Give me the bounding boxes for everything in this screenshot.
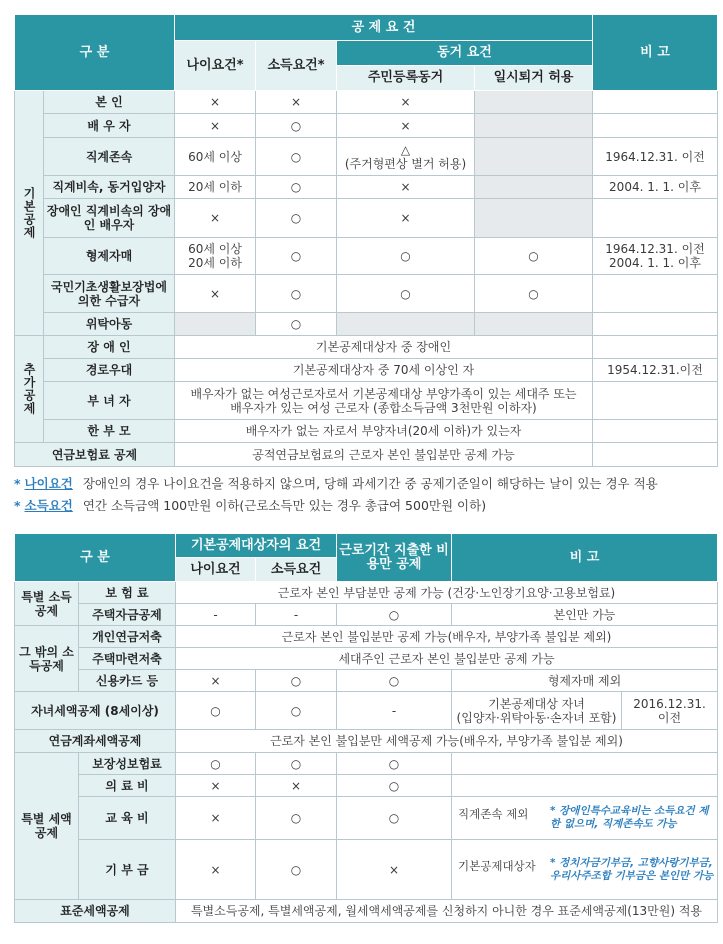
- cell-bigo: 2004. 1. 1. 이후: [593, 176, 718, 199]
- cell-bigo: [593, 199, 718, 238]
- cell-bigo: [452, 797, 718, 840]
- cell-period-only: ○: [337, 670, 452, 692]
- row-label: 형제자매: [44, 238, 175, 275]
- cell-age: ×: [176, 840, 256, 900]
- cell-temp-leave: [475, 313, 593, 336]
- cell-desc: 근로자 본인 불입분만 세액공제 가능(배우자, 부양가족 불입분 제외): [176, 730, 718, 753]
- header-age: 나이요건*: [175, 41, 256, 91]
- header-bigo: 비 고: [593, 15, 718, 91]
- header-gongje: 공 제 요 건: [175, 15, 593, 41]
- row-label: 교 육 비: [79, 797, 176, 840]
- row-label: 본 인: [44, 91, 175, 114]
- cell-resident: ×: [337, 91, 475, 114]
- cell-income: ○: [256, 670, 337, 692]
- cell-bigo: [593, 382, 718, 420]
- cell-age-line1: 60세 이상: [188, 242, 242, 256]
- cell-bigo-date-line1: 2016.12.31.: [633, 696, 706, 711]
- cell-age: ○: [176, 753, 256, 775]
- row-label: 의 료 비: [79, 775, 176, 797]
- cell-period-only: ○: [337, 604, 452, 626]
- note-star: *: [14, 498, 21, 513]
- cell-desc: 근로자 본인 불입분만 공제 가능(배우자, 부양가족 불입분 제외): [176, 626, 718, 648]
- row-label: 신용카드 등: [79, 670, 176, 692]
- cell-resident-mark: △: [400, 142, 411, 157]
- cell-period-only: ×: [337, 840, 452, 900]
- cell-resident: [337, 313, 475, 336]
- row-label: 주택마련저축: [79, 648, 176, 670]
- row-label: 기 부 금: [79, 840, 176, 900]
- group-additional: 추가공제: [15, 336, 44, 443]
- header-temp-leave: 일시퇴거 허용: [475, 66, 593, 91]
- cell-bigo: 1964.12.31. 이전: [593, 138, 718, 176]
- cell-bigo: [452, 753, 718, 775]
- cell-income: ○: [256, 275, 337, 313]
- cell-desc: 기본공제대상자 중 70세 이상인 자: [175, 359, 593, 382]
- row-label: 직계존속: [44, 138, 175, 176]
- cell-income: ○: [256, 692, 337, 730]
- cell-income: ○: [256, 138, 337, 176]
- cell-bigo-main: 직계존속 제외: [458, 807, 529, 821]
- cell-bigo: [593, 443, 718, 467]
- cell-income: ○: [256, 753, 337, 775]
- deduction-items-table: [14, 533, 718, 923]
- row-label: 보 험 료: [79, 582, 176, 604]
- row-label-pension-account: 연금계좌세액공제: [15, 730, 176, 753]
- cell-desc: [175, 382, 593, 420]
- cell-bigo: 형제자매 제외: [452, 670, 718, 692]
- header-cohabit: 동거 요건: [337, 41, 593, 66]
- cell-income: ○: [256, 114, 337, 138]
- header-gubun: 구 분: [15, 15, 175, 91]
- row-label: 직계비속, 동거입양자: [44, 176, 175, 199]
- cell-temp-leave: ○: [475, 275, 593, 313]
- cell-desc-line1: 배우자가 없는 여성근로자로서 기본공제대상 부양가족이 있는 세대주 또는: [190, 386, 577, 401]
- header-requirements: 기본공제대상자의 요건: [176, 534, 337, 558]
- cell-age-line2: 20세 이하: [188, 256, 242, 270]
- footnotes: [14, 473, 717, 517]
- cell-temp-leave: [475, 176, 593, 199]
- cell-desc: 세대주인 근로자 본인 불입분만 공제 가능: [176, 648, 718, 670]
- cell-age: ○: [176, 692, 256, 730]
- cell-age: [175, 238, 256, 275]
- header-income: 소득요건*: [256, 41, 337, 91]
- note-text: 연간 소득금액 100만원 이하(근로소득만 있는 경우 총급여 500만원 이하): [82, 498, 487, 513]
- note-income: [14, 495, 717, 517]
- cell-bigo-date-line2: 이전: [657, 710, 682, 725]
- cell-age: 60세 이상: [175, 138, 256, 176]
- header-bigo: 비 고: [452, 534, 718, 582]
- cell-bigo-main: 기본공제대상자: [458, 858, 536, 873]
- cell-bigo-date: [622, 692, 718, 730]
- cell-desc: 배우자가 없는 자로서 부양자녀(20세 이하)가 있는자: [175, 420, 593, 443]
- cell-period-only: ○: [337, 775, 452, 797]
- cell-age: ×: [176, 775, 256, 797]
- cell-bigo: [452, 840, 718, 900]
- header-period-only: 근로기간 지출한 비용만 공제: [337, 534, 452, 582]
- cell-age: ×: [175, 114, 256, 138]
- cell-bigo: [452, 692, 622, 730]
- row-label: 주택자금공제: [79, 604, 176, 626]
- cell-bigo: 1954.12.31.이전: [593, 359, 718, 382]
- cell-resident: ×: [337, 176, 475, 199]
- cell-bigo: [593, 91, 718, 114]
- row-label: 부 녀 자: [44, 382, 175, 420]
- row-label: 보장성보험료: [79, 753, 176, 775]
- cell-temp-leave: [475, 138, 593, 176]
- row-label: 경로우대: [44, 359, 175, 382]
- cell-bigo: [452, 775, 718, 797]
- cell-age: 20세 이하: [175, 176, 256, 199]
- cell-bigo: [593, 420, 718, 443]
- header-age: 나이요건: [176, 558, 256, 582]
- cell-resident: [337, 138, 475, 176]
- row-label-pension: 연금보험료 공제: [15, 443, 175, 467]
- row-label: 개인연금저축: [79, 626, 176, 648]
- cell-period-only: ○: [337, 753, 452, 775]
- cell-income: ○: [256, 797, 337, 840]
- row-label: 국민기초생활보장법에 의한 수급자: [44, 275, 175, 313]
- row-label: 한 부 모: [44, 420, 175, 443]
- row-label: 위탁아동: [44, 313, 175, 336]
- cell-temp-leave: [475, 91, 593, 114]
- cell-desc: 기본공제대상자 중 장애인: [175, 336, 593, 359]
- cell-age: ×: [175, 275, 256, 313]
- row-label: 배 우 자: [44, 114, 175, 138]
- cell-income: ×: [256, 91, 337, 114]
- cell-desc: 공적연금보험료의 근로자 본인 불입분만 공제 가능: [175, 443, 593, 467]
- cell-age: ×: [175, 91, 256, 114]
- row-label-standard: 표준세액공제: [15, 900, 176, 923]
- cell-temp-leave: [475, 114, 593, 138]
- cell-bigo: 본인만 가능: [452, 604, 718, 626]
- note-age: [14, 473, 717, 495]
- cell-bigo-line1: 기본공제대상 자녀: [488, 696, 585, 711]
- cell-resident: ×: [337, 199, 475, 238]
- cell-period-only: -: [337, 692, 452, 730]
- cell-age: -: [176, 604, 256, 626]
- cell-resident-note: (주거형편상 별거 허용): [344, 156, 467, 171]
- cell-age: ×: [176, 797, 256, 840]
- row-label: 장애인 직계비속의 장애인 배우자: [44, 199, 175, 238]
- cell-age: ×: [176, 670, 256, 692]
- cell-bigo: [593, 313, 718, 336]
- group-other-income: 그 밖의 소득공제: [15, 626, 79, 692]
- cell-bigo: [593, 114, 718, 138]
- deduction-requirements-table: [14, 14, 718, 467]
- cell-income: ○: [256, 176, 337, 199]
- group-special-tax: 특별 세액공제: [15, 753, 79, 900]
- header-income: 소득요건: [256, 558, 337, 582]
- group-basic: 기본공제: [15, 91, 44, 336]
- cell-bigo-line2: (입양자·위탁아동·손자녀 포함): [456, 710, 617, 725]
- cell-resident: ○: [337, 238, 475, 275]
- cell-income: ×: [256, 775, 337, 797]
- cell-bigo-footnote: * 장애인특수교육비는 소득요건 제한 없으며, 직계존속도 가능: [550, 805, 709, 830]
- cell-bigo: [593, 238, 718, 275]
- note-text: 장애인의 경우 나이요건을 적용하지 않으며, 당해 과세기간 중 공제기준일이 해당하는 날이 있는 경우 적용: [82, 476, 658, 491]
- cell-income: ○: [256, 840, 337, 900]
- row-label-child: 자녀세액공제 (8세이상): [15, 692, 176, 730]
- cell-temp-leave: [475, 199, 593, 238]
- cell-period-only: ○: [337, 797, 452, 840]
- cell-desc-line2: 배우자가 있는 여성 근로자 (종합소득금액 3천만원 이하자): [230, 400, 537, 415]
- cell-desc: 근로자 본인 부담분만 공제 가능 (건강·노인장기요양·고용보험료): [176, 582, 718, 604]
- cell-desc: 특별소득공제, 특별세액공제, 월세액세액공제를 신청하지 아니한 경우 표준세액공제(13만원) 적용: [176, 900, 718, 923]
- note-key: 나이요건: [24, 476, 73, 491]
- cell-age: [175, 313, 256, 336]
- cell-income: ○: [256, 238, 337, 275]
- cell-bigo-line1: 1964.12.31. 이전: [605, 242, 705, 256]
- note-key: 소득요건: [24, 498, 73, 513]
- row-label: 장 애 인: [44, 336, 175, 359]
- header-gubun: 구 분: [15, 534, 176, 582]
- note-star: *: [14, 476, 21, 491]
- cell-resident: ×: [337, 114, 475, 138]
- cell-temp-leave: ○: [475, 238, 593, 275]
- cell-income: ○: [256, 199, 337, 238]
- group-special-income: 특별 소득공제: [15, 582, 79, 626]
- cell-resident: ○: [337, 275, 475, 313]
- cell-bigo-line2: 2004. 1. 1. 이후: [609, 256, 701, 270]
- cell-age: ×: [175, 199, 256, 238]
- cell-bigo: [593, 336, 718, 359]
- cell-income: ○: [256, 313, 337, 336]
- cell-income: -: [256, 604, 337, 626]
- cell-bigo-footnote: * 정치자금기부금, 고향사랑기부금, 우리사주조합 기부금은 본인만 가능: [550, 856, 714, 882]
- header-resident: 주민등록동거: [337, 66, 475, 91]
- cell-bigo: [593, 275, 718, 313]
